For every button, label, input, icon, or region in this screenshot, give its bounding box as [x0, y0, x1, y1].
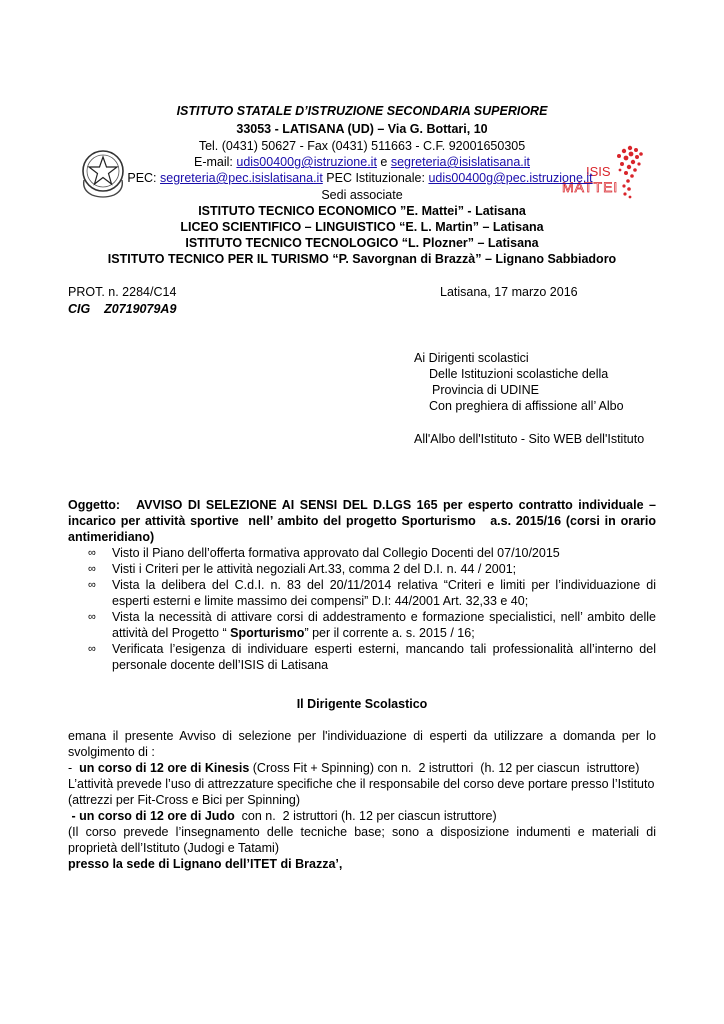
- list-item: ∞ Vista la delibera del C.d.I. n. 83 del 20/11/2014 relativa “Criteri e limiti per l’individuazione di esperti esterni e limite massimo dei compensi” D.I: 44/2001 Art. 32,33 e 40;: [88, 578, 656, 608]
- course-location: presso la sede di Lignano dell’ITET di Brazza’,: [68, 857, 343, 871]
- list-item: ∞ Verificata l’esigenza di individuare esperti esterni, mancando tali professionalità all’interno del personale docente dell’ISIS di Latisana: [88, 642, 656, 672]
- list-item: ∞ Visti i Criteri per le attività negoziali Art.33, comma 2 del D.I. n. 44 / 2001;: [88, 562, 517, 576]
- recipient-line-2: Delle Istituzioni scolastiche della: [429, 367, 609, 381]
- infinity-bullet-icon: ∞: [88, 547, 96, 559]
- recipient-line-4: Con preghiera di affissione all’ Albo: [429, 399, 624, 413]
- email-link-istruzione[interactable]: udis00400g@istruzione.it: [236, 155, 377, 169]
- cig-code: CIG Z0719079A9: [68, 302, 177, 316]
- list-item: ∞ Vista la necessità di attivare corsi di addestramento e formazione specialistici, nell’ ambito delle attività del Progetto “ Sporturismo” per il corrente a. s. 2015 / 16;: [88, 610, 656, 640]
- pec-inst-label: PEC Istituzionale:: [326, 171, 425, 185]
- email-link-segreteria[interactable]: segreteria@isislatisana.it: [390, 155, 530, 169]
- infinity-bullet-icon: ∞: [88, 579, 96, 591]
- inst-liceo: LICEO SCIENTIFICO – LINGUISTICO “E. L. Martin” – Latisana: [180, 220, 544, 234]
- svg-text:ISIS: ISIS: [586, 164, 611, 179]
- email-join: e: [380, 155, 388, 169]
- pec-link-istituzionale[interactable]: udis00400g@pec.istruzione.it: [428, 171, 593, 185]
- email-label: E-mail:: [193, 155, 233, 169]
- course-kinesis-note: L’attività prevede l’uso di attrezzature specifiche che il responsabile del corso deve portare presso l’Istituto (attrezzi per Fit-Cross e Bici per Spinning): [68, 777, 655, 807]
- sedi-label: Sedi associate: [321, 188, 403, 202]
- pec-line: [100, 170, 620, 186]
- pec-link-segreteria[interactable]: segreteria@pec.isislatisana.it: [160, 171, 323, 185]
- school-tel: Tel. (0431) 50627 - Fax (0431) 511663 - C.F. 92001650305: [198, 139, 526, 153]
- emana-paragraph: emana il presente Avviso di selezione per l'individuazione di esperti da utilizzare a domanda per lo svolgimento di :: [68, 729, 656, 759]
- svg-text:MATTEI: MATTEI: [562, 179, 619, 195]
- infinity-bullet-icon: ∞: [88, 643, 96, 655]
- inst-tecnologico: ISTITUTO TECNICO TECNOLOGICO “L. Plozner” – Latisana: [185, 236, 539, 250]
- inst-economico: ISTITUTO TECNICO ECONOMICO ”E. Mattei” - Latisana: [198, 204, 526, 218]
- school-address: 33053 - LATISANA (UD) – Via G. Bottari, 10: [236, 122, 488, 136]
- recipient-line-3: Provincia di UDINE: [432, 383, 539, 397]
- recipient-line-1: Ai Dirigenti scolastici: [414, 351, 529, 365]
- subject: Oggetto: AVVISO DI SELEZIONE AI SENSI DEL D.LGS 165 per esperto contratto individuale – incarico per attività sportive nell’ ambito del progetto Sporturismo a.s. 2015/16 (corsi in orario antimeridiano): [68, 498, 663, 544]
- infinity-bullet-icon: ∞: [88, 563, 96, 575]
- inst-turismo: ISTITUTO TECNICO PER IL TURISMO “P. Savorgnan di Brazzà” – Lignano Sabbiadoro: [107, 252, 617, 266]
- list-item: ∞ Visto il Piano dell’offerta formativa approvato dal Collegio Docenti del 07/10/2015: [88, 546, 560, 560]
- premises-list: [88, 545, 656, 673]
- recipient-line-5: All'Albo dell'Istituto - Sito WEB dell'Istituto: [414, 432, 645, 446]
- prot-date: Latisana, 17 marzo 2016: [440, 285, 578, 299]
- course-judo: - un corso di 12 ore di Judo con n. 2 istruttori (h. 12 per ciascun istruttore): [68, 809, 497, 823]
- prot-number: PROT. n. 2284/C14: [68, 285, 177, 299]
- email-line: [60, 154, 664, 170]
- course-judo-note: (Il corso prevede l’insegnamento delle tecniche base; sono a disposizione indumenti e materiali di proprietà dell’Istituto (Judogi e Tatami): [68, 825, 656, 855]
- infinity-bullet-icon: ∞: [88, 611, 96, 623]
- dirigente-heading: Il Dirigente Scolastico: [296, 697, 428, 711]
- course-kinesis: - un corso di 12 ore di Kinesis (Cross Fit + Spinning) con n. 2 istruttori (h. 12 per ciascun istruttore): [68, 761, 640, 775]
- pec-label: PEC:: [127, 171, 157, 185]
- school-name: ISTITUTO STATALE D’ISTRUZIONE SECONDARIA SUPERIORE: [176, 104, 548, 118]
